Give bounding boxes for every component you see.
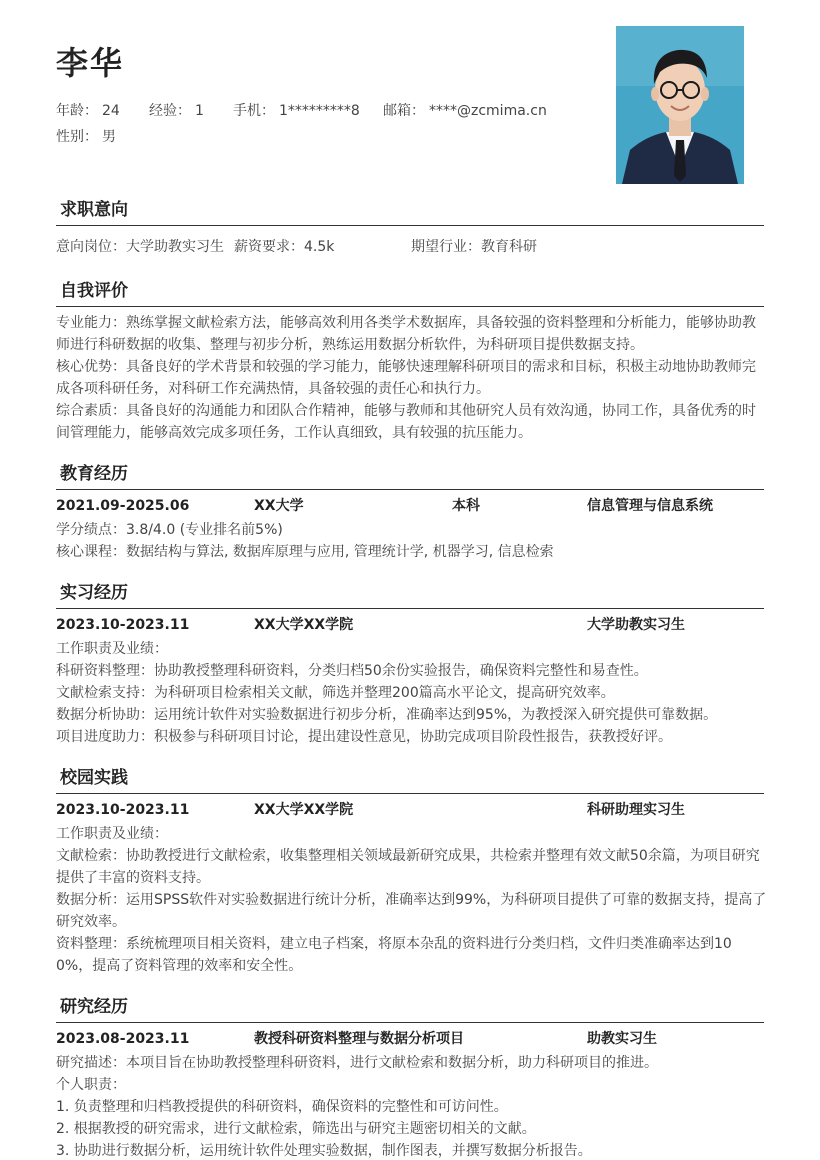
- section-divider-self-eval: [56, 306, 764, 307]
- basic-info-row-2: [56, 127, 256, 147]
- internship-header-row: [56, 614, 764, 636]
- salary-value: 4.5k: [304, 239, 335, 255]
- industry-value: 教育科研: [481, 239, 537, 255]
- section-title-campus: 校园实践: [60, 768, 128, 788]
- campus-detail: 0%，提高了资料管理的效率和安全性。: [56, 958, 303, 974]
- education-school: XX大学: [254, 498, 304, 514]
- intent-row: [56, 236, 768, 258]
- research-header-row: [56, 1028, 764, 1050]
- section-divider-internship: [56, 608, 764, 609]
- phone-value: 1*********8: [279, 103, 360, 119]
- internship-detail: 工作职责及业绩：: [56, 641, 168, 657]
- candidate-name: 李华: [56, 44, 125, 82]
- position-value: 大学助教实习生: [126, 239, 224, 255]
- campus-role: 科研助理实习生: [587, 802, 685, 818]
- age-label: 年龄：: [56, 103, 98, 119]
- internship-detail: 项目进度助力：积极参与科研项目讨论，提出建设性意见，协助完成项目阶段性报告，获教授好评。: [56, 729, 672, 745]
- internship-role: 大学助教实习生: [587, 617, 685, 633]
- internship-detail: 科研资料整理：协助教授整理科研资料，分类归档50余份实验报告，确保资料完整性和易查性。: [56, 663, 648, 679]
- internship-org: XX大学XX学院: [254, 617, 354, 633]
- internship-detail: 数据分析协助：运用统计软件对实验数据进行初步分析，准确率达到95%，为教授深入研究提供可靠数据。: [56, 707, 718, 723]
- research-detail: 2. 根据教授的研究需求，进行文献检索，筛选出与研究主题密切相关的文献。: [56, 1121, 536, 1137]
- education-degree: 本科: [452, 498, 480, 514]
- self-eval-paragraph: 综合素质：具备良好的沟通能力和团队合作精神，能够与教师和其他研究人员有效沟通，协同工作，具备优秀的时间管理能力，能够高效完成多项任务，工作认真细致，具有较强的抗压能力。: [56, 403, 756, 441]
- position-label: 意向岗位：: [56, 239, 126, 255]
- research-detail: 3. 协助进行数据分析，运用统计软件处理实验数据，制作图表，并撰写数据分析报告。: [56, 1143, 592, 1159]
- campus-detail: 数据分析：运用SPSS软件对实验数据进行统计分析，准确率达到99%，为科研项目提供了可靠的数据支持，提高了: [56, 892, 767, 908]
- campus-detail: 资料整理：系统梳理项目相关资料，建立电子档案，将原本杂乱的资料进行分类归档，文件归类准确率达到10: [56, 936, 732, 952]
- campus-detail: 文献检索：协助教授进行文献检索，收集整理相关领域最新研究成果，共检索并整理有效文献50余篇，为项目研究: [56, 848, 760, 864]
- campus-detail: 研究效率。: [56, 914, 126, 930]
- campus-header-row: [56, 799, 764, 821]
- education-detail: 学分绩点：3.8/4.0 (专业排名前5%): [56, 522, 283, 538]
- education-period: 2021.09-2025.06: [56, 498, 190, 514]
- experience-label: 经验：: [149, 103, 191, 119]
- internship-period: 2023.10-2023.11: [56, 617, 190, 633]
- experience-value: 1: [195, 103, 204, 119]
- self-eval-paragraph: 专业能力：熟练掌握文献检索方法，能够高效利用各类学术数据库，具备较强的资料整理和分析能力，能够协助教师进行科研数据的收集、整理与初步分析，熟练运用数据分析软件，为科研项目提供数据支持。: [56, 315, 756, 353]
- email-value: ****@zcmima.cn: [429, 103, 547, 119]
- education-detail: 核心课程：数据结构与算法, 数据库原理与应用, 管理统计学, 机器学习, 信息检索: [56, 544, 554, 560]
- research-role: 助教实习生: [587, 1031, 657, 1047]
- section-title-education: 教育经历: [60, 464, 128, 484]
- campus-org: XX大学XX学院: [254, 802, 354, 818]
- phone-label: 手机：: [233, 103, 275, 119]
- section-title-intent: 求职意向: [60, 200, 128, 220]
- campus-detail: 提供了丰富的资料支持。: [56, 870, 210, 886]
- gender-label: 性别：: [56, 129, 98, 145]
- education-header-row: [56, 495, 764, 517]
- campus-period: 2023.10-2023.11: [56, 802, 190, 818]
- portrait-illustration: [616, 26, 744, 184]
- section-divider-campus: [56, 793, 764, 794]
- section-divider-research: [56, 1022, 764, 1023]
- education-major: 信息管理与信息系统: [587, 498, 713, 514]
- email-label: 邮箱：: [383, 103, 425, 119]
- section-divider-education: [56, 489, 764, 490]
- research-period: 2023.08-2023.11: [56, 1031, 190, 1047]
- research-detail: 个人职责：: [56, 1077, 126, 1093]
- self-eval-paragraph: 核心优势：具备良好的学术背景和较强的学习能力，能够快速理解科研项目的需求和目标，积极主动地协助教师完成各项科研任务，对科研工作充满热情，具备较强的责任心和执行力。: [56, 359, 756, 397]
- section-title-internship: 实习经历: [60, 583, 128, 603]
- campus-intro: 工作职责及业绩：: [56, 826, 168, 842]
- age-value: 24: [102, 103, 120, 119]
- research-detail: 研究描述：本项目旨在协助教授整理科研资料，进行文献检索和数据分析，助力科研项目的推进。: [56, 1055, 658, 1071]
- section-divider-intent: [56, 225, 764, 226]
- salary-label: 薪资要求：: [234, 239, 304, 255]
- research-detail: 1. 负责整理和归档教授提供的科研资料，确保资料的完整性和可访问性。: [56, 1099, 508, 1115]
- profile-photo: [616, 26, 744, 184]
- gender-value: 男: [102, 129, 116, 145]
- research-project: 教授科研资料整理与数据分析项目: [254, 1031, 464, 1047]
- basic-info-row-1: [56, 101, 596, 121]
- internship-detail: 文献检索支持：为科研项目检索相关文献，筛选并整理200篇高水平论文，提高研究效率。: [56, 685, 615, 701]
- section-title-research: 研究经历: [60, 997, 128, 1017]
- industry-label: 期望行业：: [411, 239, 481, 255]
- section-title-self-eval: 自我评价: [60, 281, 128, 301]
